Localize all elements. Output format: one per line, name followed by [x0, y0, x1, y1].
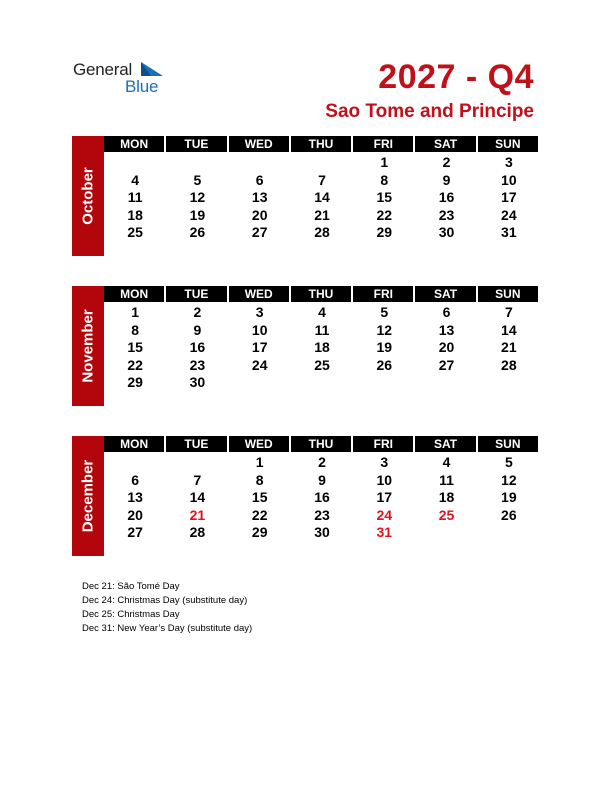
day-cell: 2 — [318, 454, 326, 470]
holiday-note: Dec 24: Christmas Day (substitute day) — [82, 595, 248, 606]
month-name: October — [79, 167, 97, 225]
day-cell: 3 — [255, 304, 264, 320]
day-cell: 16 — [189, 339, 206, 355]
day-cell: 23 — [438, 206, 455, 223]
day-cell: 12 — [501, 471, 517, 488]
empty-day-cell — [291, 154, 353, 172]
day-cell: 23 — [314, 506, 330, 523]
brand-blue-text: Blue — [125, 77, 159, 96]
day-cell: 7 — [318, 171, 326, 188]
empty-day-cell — [229, 154, 291, 172]
day-cell: 9 — [318, 471, 326, 488]
day-cell: 13 — [438, 321, 455, 338]
weekday-header: THU — [291, 136, 353, 152]
weekday-header: SUN — [478, 136, 540, 152]
day-cell: 6 — [131, 471, 140, 488]
month-name: December — [79, 459, 97, 533]
day-cell: 18 — [438, 489, 455, 505]
day-cell: 25 — [314, 356, 330, 373]
weekday-header: SUN — [478, 436, 540, 452]
day-cell: 7 — [193, 471, 202, 488]
day-cell: 11 — [439, 471, 454, 488]
day-cell: 18 — [314, 339, 330, 355]
weekday-header: SAT — [415, 286, 477, 302]
day-cell: 11 — [314, 321, 330, 338]
day-cell: 3 — [504, 154, 513, 170]
brand-general-text: General — [73, 60, 133, 79]
empty-day-cell — [291, 374, 353, 392]
weekday-header: TUE — [166, 436, 228, 452]
day-cell: 21 — [314, 206, 330, 223]
day-cell: 19 — [376, 339, 393, 355]
day-cell: 22 — [251, 506, 268, 523]
holiday-note: Dec 31: New Year’s Day (substitute day) — [82, 623, 253, 634]
day-cell: 24 — [376, 506, 393, 523]
day-cell: 13 — [251, 189, 268, 205]
weekday-header: FRI — [353, 286, 415, 302]
day-cell: 19 — [189, 206, 206, 223]
day-cell: 26 — [189, 224, 206, 240]
day-cell: 21 — [189, 506, 206, 523]
empty-day-cell — [478, 524, 540, 542]
empty-day-cell — [229, 374, 291, 392]
day-cell: 24 — [251, 356, 268, 373]
day-cell: 8 — [131, 321, 140, 338]
weekday-header: MON — [104, 136, 166, 152]
day-cell: 28 — [189, 524, 206, 540]
day-cell: 1 — [380, 154, 389, 170]
weekday-header: SAT — [415, 436, 477, 452]
day-cell: 15 — [251, 489, 268, 505]
weekday-header: MON — [104, 436, 166, 452]
day-cell: 9 — [442, 171, 451, 188]
day-cell: 4 — [131, 171, 140, 188]
weekday-header: MON — [104, 286, 166, 302]
day-cell: 29 — [127, 374, 143, 390]
day-cell: 2 — [193, 304, 202, 320]
month-grid — [104, 436, 540, 542]
day-cell: 14 — [314, 189, 330, 205]
day-cell: 9 — [193, 321, 202, 338]
day-cell: 28 — [501, 356, 517, 373]
month-label-bar — [72, 436, 104, 556]
weekday-header: SAT — [415, 136, 477, 152]
day-cell: 27 — [251, 224, 268, 240]
day-cell: 15 — [127, 339, 143, 355]
day-cell: 8 — [255, 471, 264, 488]
weekday-header: TUE — [166, 136, 228, 152]
day-cell: 5 — [193, 171, 202, 188]
weekday-header: TUE — [166, 286, 228, 302]
day-cell: 6 — [255, 171, 264, 188]
day-cell: 17 — [251, 339, 268, 355]
day-cell: 20 — [438, 339, 455, 355]
weekday-header: THU — [291, 436, 353, 452]
month-grid — [104, 136, 540, 242]
empty-day-cell — [353, 374, 415, 392]
weekday-header: SUN — [478, 286, 540, 302]
day-cell: 1 — [255, 454, 264, 470]
day-cell: 11 — [127, 189, 143, 205]
day-cell: 2 — [442, 154, 451, 170]
day-cell: 28 — [314, 224, 330, 240]
day-cell: 21 — [501, 339, 517, 355]
weekday-header: WED — [229, 286, 291, 302]
empty-day-cell — [415, 524, 477, 542]
day-cell: 17 — [376, 489, 393, 505]
day-cell: 30 — [314, 524, 330, 540]
day-cell: 7 — [504, 304, 513, 320]
day-cell: 5 — [504, 454, 513, 470]
holiday-notes — [82, 580, 252, 636]
day-cell: 8 — [380, 171, 389, 188]
day-cell: 26 — [376, 356, 393, 373]
day-cell: 15 — [376, 189, 393, 205]
day-cell: 22 — [376, 206, 393, 223]
day-cell: 22 — [127, 356, 143, 373]
day-cell: 26 — [501, 506, 517, 523]
day-cell: 20 — [251, 206, 268, 223]
day-cell: 23 — [189, 356, 206, 373]
day-cell: 29 — [251, 524, 268, 540]
holiday-note: Dec 21: São Tomé Day — [82, 581, 180, 592]
day-cell: 12 — [376, 321, 393, 338]
empty-day-cell — [104, 454, 166, 472]
empty-day-cell — [166, 154, 228, 172]
day-cell: 4 — [442, 454, 451, 470]
month-name: November — [79, 309, 97, 383]
day-cell: 14 — [189, 489, 206, 505]
empty-day-cell — [104, 154, 166, 172]
month-label-bar — [72, 286, 104, 406]
day-cell: 20 — [127, 506, 143, 523]
day-cell: 10 — [376, 471, 393, 488]
day-cell: 1 — [131, 304, 140, 320]
weekday-header: WED — [229, 436, 291, 452]
day-cell: 24 — [501, 206, 517, 223]
weekday-header: FRI — [353, 436, 415, 452]
brand-triangle-icon — [139, 61, 165, 77]
day-cell: 5 — [380, 304, 389, 320]
day-cell: 27 — [127, 524, 143, 540]
weekday-header: THU — [291, 286, 353, 302]
weekday-header: FRI — [353, 136, 415, 152]
day-cell: 25 — [127, 224, 143, 240]
holiday-note: Dec 25: Christmas Day — [82, 609, 180, 620]
day-cell: 25 — [438, 506, 455, 523]
day-cell: 12 — [189, 189, 206, 205]
country-subtitle: Sao Tome and Principe — [325, 101, 534, 122]
day-cell: 27 — [438, 356, 455, 373]
day-cell: 30 — [438, 224, 455, 240]
brand-logo — [73, 58, 173, 98]
day-cell: 16 — [438, 189, 455, 205]
day-cell: 19 — [501, 489, 517, 505]
day-cell: 4 — [318, 304, 326, 320]
empty-day-cell — [478, 374, 540, 392]
page-title: 2027 - Q4 — [378, 58, 534, 96]
day-cell: 16 — [314, 489, 330, 505]
day-cell: 3 — [380, 454, 389, 470]
day-cell: 18 — [127, 206, 143, 223]
empty-day-cell — [415, 374, 477, 392]
day-cell: 31 — [501, 224, 517, 240]
day-cell: 30 — [189, 374, 206, 390]
empty-day-cell — [166, 454, 228, 472]
day-cell: 17 — [501, 189, 517, 205]
month-label-bar — [72, 136, 104, 256]
day-cell: 14 — [501, 321, 517, 338]
day-cell: 13 — [127, 489, 143, 505]
weekday-header: WED — [229, 136, 291, 152]
day-cell: 31 — [376, 524, 393, 540]
day-cell: 6 — [442, 304, 451, 320]
day-cell: 29 — [376, 224, 393, 240]
month-grid — [104, 286, 540, 392]
day-cell: 10 — [501, 171, 517, 188]
day-cell: 10 — [251, 321, 268, 338]
